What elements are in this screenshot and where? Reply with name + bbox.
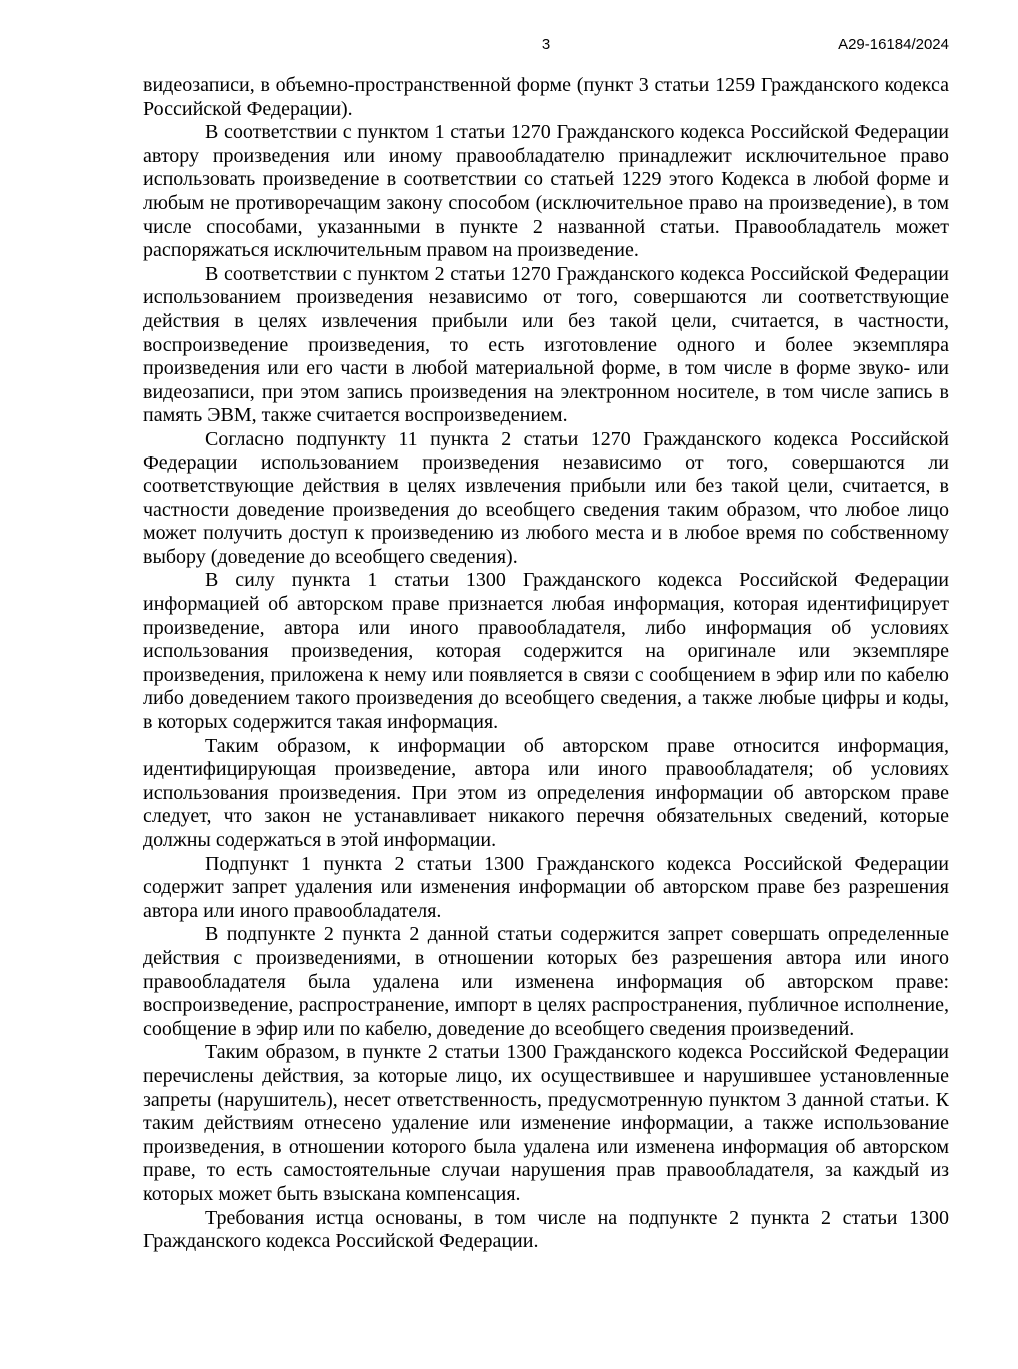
- paragraph: В соответствии с пунктом 1 статьи 1270 Гражданского кодекса Российской Федерации автору произведения или иному правообладателю принадлежит исключительное право использовать произведение в соответствии со статьей 1229 этого Кодекса в любой форме и любым не противоречащим закону способом (исключительное право на произведение), в том числе способами, указанными в пункте 2 названной статьи. Правообладатель может распоряжаться исключительным правом на произведение.: [143, 121, 949, 262]
- document-body: [143, 74, 949, 1254]
- paragraph: В силу пункта 1 статьи 1300 Гражданского кодекса Российской Федерации информацией об авторском праве признается любая информация, которая идентифицирует произведение, автора или иного правообладателя, либо информация об условиях использования произведения, которая содержится на оригинале или экземпляре произведения, приложена к нему или появляется в связи с сообщением в эфир или по кабелю либо доведением такого произведения до всеобщего сведения, а также любые цифры и коды, в которых содержится такая информация.: [143, 569, 949, 734]
- paragraph: Таким образом, в пункте 2 статьи 1300 Гражданского кодекса Российской Федерации перечислены действия, за которые лицо, их осуществившее и нарушившее установленные запреты (нарушитель), несет ответственность, предусмотренную пунктом 3 данной статьи. К таким действиям отнесено удаление или изменение информации, а также использование произведения, в отношении которого была удалена или изменена информация об авторском праве, то есть самостоятельные случаи нарушения прав правообладателя, за каждый из которых может быть взыскана компенсация.: [143, 1041, 949, 1205]
- paragraph: В подпункте 2 пункта 2 данной статьи содержится запрет совершать определенные действия с произведениями, в отношении которых без разрешения автора или иного правообладателя была удалена или изменена информация об авторском праве: воспроизведение, распространение, импорт в целях распространения, публичное исполнение, сообщение в эфир или по кабелю, доведение до всеобщего сведения произведений.: [143, 923, 949, 1040]
- paragraph: Согласно подпункту 11 пункта 2 статьи 1270 Гражданского кодекса Российской Федерации использованием произведения независимо от того, совершаются ли соответствующие действия в целях извлечения прибыли или без такой цели, считается, в частности доведение произведения до всеобщего сведения таким образом, что любое лицо может получить доступ к произведению из любого места и в любое время по собственному выбору (доведение до всеобщего сведения).: [143, 427, 949, 568]
- case-number: А29-16184/2024: [838, 36, 949, 53]
- page-header: [143, 36, 949, 56]
- paragraph: Требования истца основаны, в том числе на подпункте 2 пункта 2 статьи 1300 Гражданского кодекса Российской Федерации.: [143, 1206, 949, 1253]
- paragraph: Таким образом, к информации об авторском праве относится информация, идентифицирующая произведение, автора или иного правообладателя; об условиях использования произведения. При этом из определения информации об авторском праве следует, что закон не устанавливает никакого перечня обязательных сведений, которые должны содержаться в этой информации.: [143, 734, 949, 851]
- paragraph: В соответствии с пунктом 2 статьи 1270 Гражданского кодекса Российской Федерации использованием произведения независимо от того, совершаются ли соответствующие действия в целях извлечения прибыли или без такой цели, считается, в частности, воспроизведение произведения, то есть изготовление одного и более экземпляра произведения или его части в любой материальной форме, в том числе в форме звуко- или видеозаписи, при этом запись произведения на электронном носителе, в том числе запись в память ЭВМ, также считается воспроизведением.: [143, 262, 949, 427]
- paragraph: Подпункт 1 пункта 2 статьи 1300 Гражданского кодекса Российской Федерации содержит запрет удаления или изменения информации об авторском праве без разрешения автора или иного правообладателя.: [143, 852, 949, 922]
- paragraph-continuation: видеозаписи, в объемно-пространственной форме (пункт 3 статьи 1259 Гражданского кодекса Российской Федерации).: [143, 74, 949, 120]
- page-number: 3: [541, 36, 551, 53]
